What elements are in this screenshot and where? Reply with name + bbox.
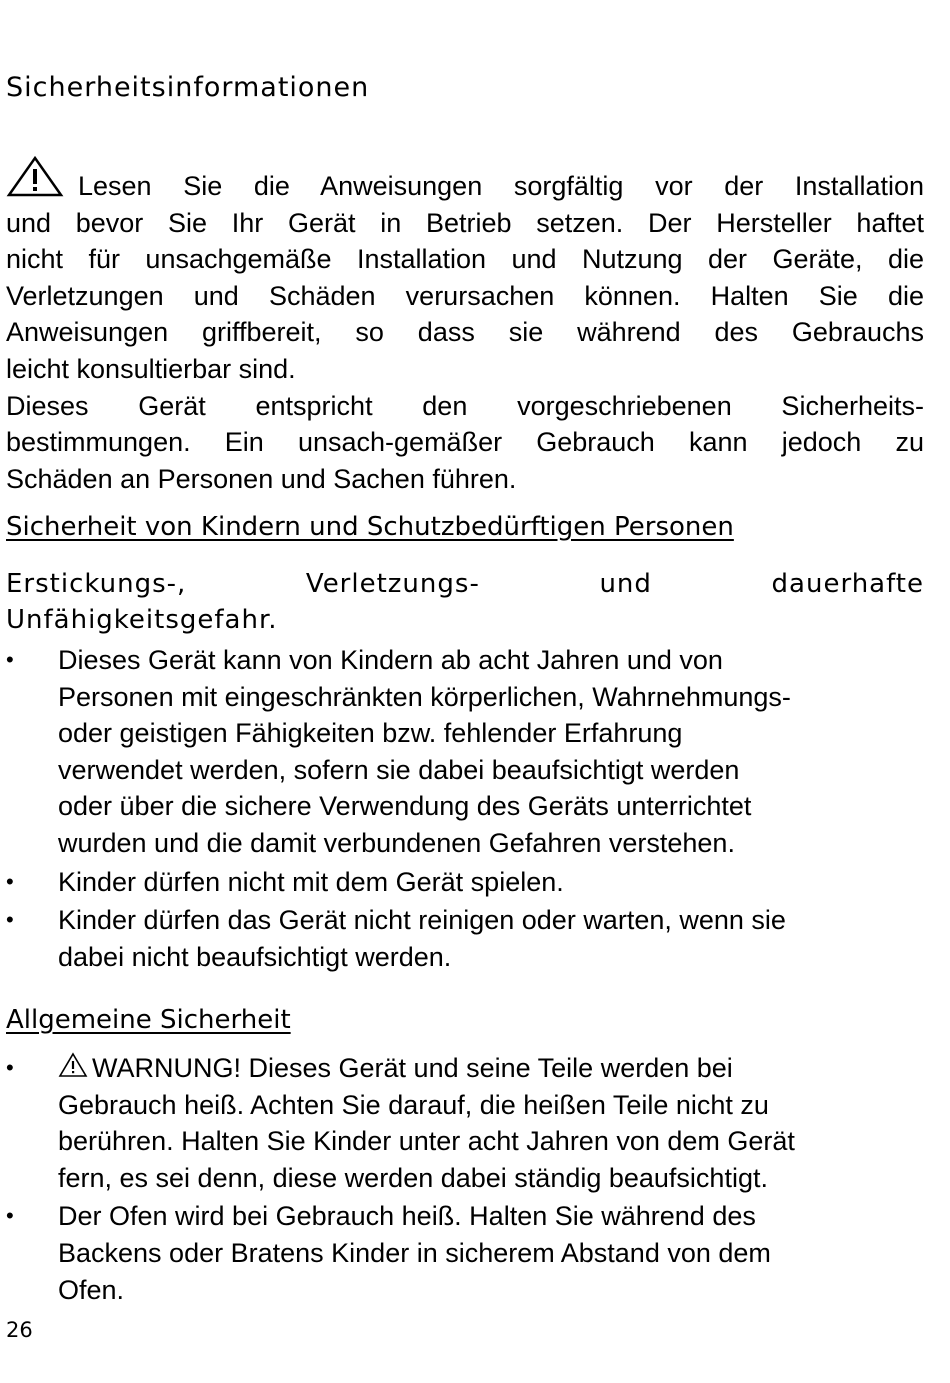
- list-item: • WARNUNG! Dieses Gerät und seine Teile werden bei Gebrauch heiß. Achten Sie darauf, die heißen Teile nicht zu berühren. Halten Sie Kinder unter acht Jahren von dem Gerät fern, es sei denn, diese werden dabei ständig beaufsichtigt.: [6, 1050, 924, 1196]
- bullet: •: [6, 1055, 14, 1080]
- list-item: • Kinder dürfen nicht mit dem Gerät spielen.: [6, 864, 924, 901]
- intro-line: Lesen Sie die Anweisungen sorgfältig vor der Installation: [6, 155, 924, 205]
- intro-line: Schäden an Personen und Sachen führen.: [6, 463, 517, 494]
- child-safety-list: [6, 642, 924, 977]
- bullet: •: [6, 1203, 14, 1229]
- section-heading-child-safety: Sicherheit von Kindern und Schutzbedürftigen Personen: [6, 512, 734, 542]
- hazard-line: Erstickungs-, Verletzungs- und dauerhafte: [6, 569, 924, 599]
- intro-line: Anweisungen griffbereit, so dass sie während des Gebrauchs: [6, 317, 924, 348]
- intro-line: nicht für unsachgemäße Installation und Nutzung der Geräte, die: [6, 244, 924, 275]
- intro-paragraph: [6, 155, 924, 497]
- section-heading-general-safety: Allgemeine Sicherheit: [6, 1005, 291, 1035]
- list-item: • Dieses Gerät kann von Kindern ab acht Jahren und von Personen mit eingeschränkten körperlichen, Wahrnehmungs- oder geistigen Fähigkeiten bzw. fehlender Erfahrung verwendet werden, sofern sie dabei beaufsichtigt werden oder über die sichere Verwendung des Geräts unterrichtet wurden und die damit verbundenen Gefahren verstehen.: [6, 642, 924, 862]
- bullet: •: [6, 647, 14, 672]
- bullet: •: [6, 868, 14, 894]
- general-safety-list: [6, 1050, 924, 1310]
- page-number: 26: [6, 1318, 33, 1342]
- warning-triangle-icon: [6, 155, 64, 199]
- intro-line: leicht konsultierbar sind.: [6, 353, 296, 384]
- hazard-line: Unfähigkeitsgefahr.: [6, 605, 278, 635]
- intro-line: bestimmungen. Ein unsach-gemäßer Gebrauch kann jedoch zu: [6, 427, 924, 458]
- warning-triangle-icon: [58, 1052, 88, 1078]
- intro-line: Verletzungen und Schäden verursachen können. Halten Sie die: [6, 280, 924, 311]
- intro-line: Dieses Gerät entspricht den vorgeschriebenen Sicherheits-: [6, 390, 924, 421]
- page-title: Sicherheitsinformationen: [6, 72, 370, 103]
- list-item: • Kinder dürfen das Gerät nicht reinigen oder warten, wenn sie dabei nicht beaufsichtigt werden.: [6, 902, 924, 975]
- bullet: •: [6, 907, 14, 933]
- hazard-statement: [6, 566, 924, 638]
- list-item: • Der Ofen wird bei Gebrauch heiß. Halten Sie während des Backens oder Bratens Kinder in sicherem Abstand von dem Ofen.: [6, 1198, 924, 1308]
- intro-line: und bevor Sie Ihr Gerät in Betrieb setzen. Der Hersteller haftet: [6, 207, 924, 238]
